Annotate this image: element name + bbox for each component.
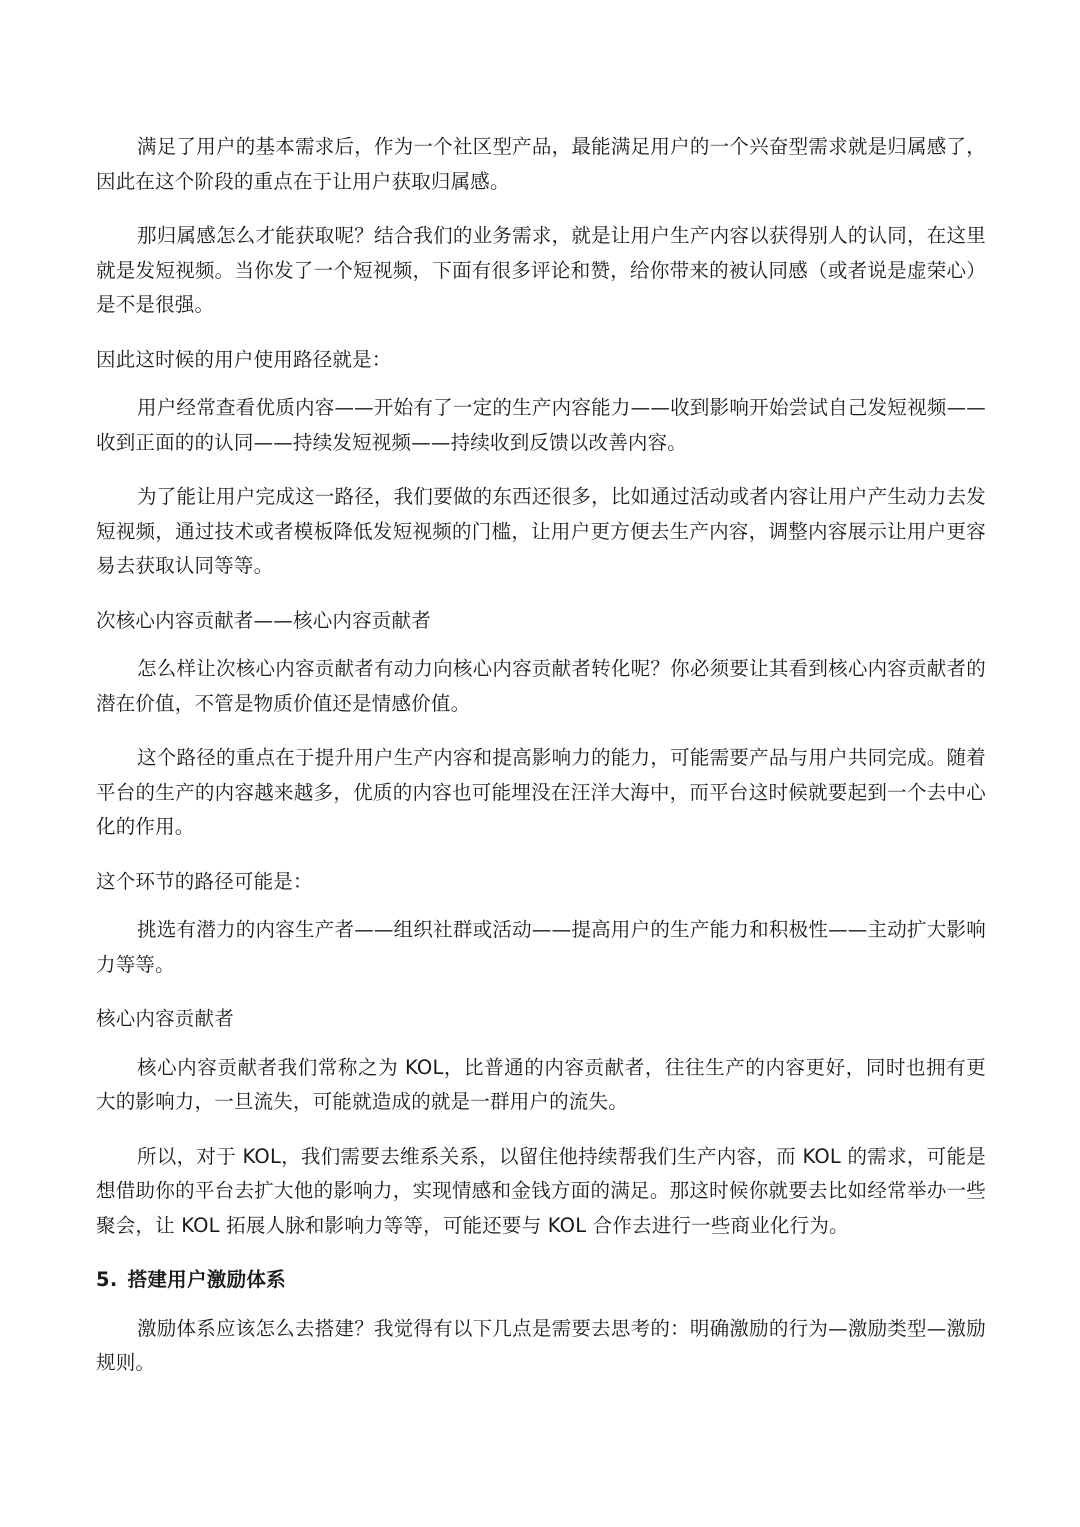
paragraph: 所以，对于 KOL，我们需要去维系关系，以留住他持续帮我们生产内容，而 KOL 的需求，可能是想借助你的平台去扩大他的影响力，实现情感和金钱方面的满足。那这时候你就要去比如经常举办一些聚会，让 KOL 拓展人脉和影响力等等，可能还要与 KOL 合作去进行一些商业化行为。 [96, 1144, 986, 1237]
paragraph: 因此这时候的用户使用路径就是： [96, 347, 392, 371]
paragraph: 用户经常查看优质内容——开始有了一定的生产内容能力——收到影响开始尝试自己发短视频——收到正面的的认同——持续发短视频——持续收到反馈以改善内容。 [96, 396, 986, 454]
paragraph: 这个环节的路径可能是： [96, 869, 313, 893]
section-title: 搭建用户激励体系 [127, 1268, 286, 1291]
paragraph: 激励体系应该怎么去搭建？我觉得有以下几点是需要去思考的：明确激励的行为—激励类型—激励规则。 [96, 1316, 986, 1374]
paragraph: 次核心内容贡献者——核心内容贡献者 [96, 608, 431, 632]
paragraph: 这个路径的重点在于提升用户生产内容和提高影响力的能力，可能需要产品与用户共同完成。随着平台的生产的内容越来越多，优质的内容也可能埋没在汪洋大海中，而平台这时候就要起到一个去中心化的作用。 [96, 746, 986, 838]
paragraph: 怎么样让次核心内容贡献者有动力向核心内容贡献者转化呢？你必须要让其看到核心内容贡献者的潜在价值，不管是物质价值还是情感价值。 [96, 657, 986, 715]
document-page [96, 130, 986, 1401]
section-number: 5. [96, 1268, 118, 1291]
paragraph: 挑选有潜力的内容生产者——组织社群或活动——提高用户的生产能力和积极性——主动扩大影响力等等。 [96, 918, 986, 976]
paragraph: 满足了用户的基本需求后，作为一个社区型产品，最能满足用户的一个兴奋型需求就是归属感了，因此在这个阶段的重点在于让用户获取归属感。 [96, 135, 986, 193]
section-heading [96, 1263, 986, 1298]
paragraph: 核心内容贡献者我们常称之为 KOL，比普通的内容贡献者，往往生产的内容更好，同时也拥有更大的影响力，一旦流失，可能就造成的就是一群用户的流失。 [96, 1055, 986, 1113]
paragraph: 为了能让用户完成这一路径，我们要做的东西还很多，比如通过活动或者内容让用户产生动力去发短视频，通过技术或者模板降低发短视频的门槛，让用户更方便去生产内容，调整内容展示让用户更容易去获取认同等等。 [96, 485, 986, 577]
paragraph: 那归属感怎么才能获取呢？结合我们的业务需求，就是让用户生产内容以获得别人的认同，在这里就是发短视频。当你发了一个短视频，下面有很多评论和赞，给你带来的被认同感（或者说是虚荣心）是不是很强。 [96, 224, 986, 316]
paragraph: 核心内容贡献者 [96, 1007, 234, 1030]
